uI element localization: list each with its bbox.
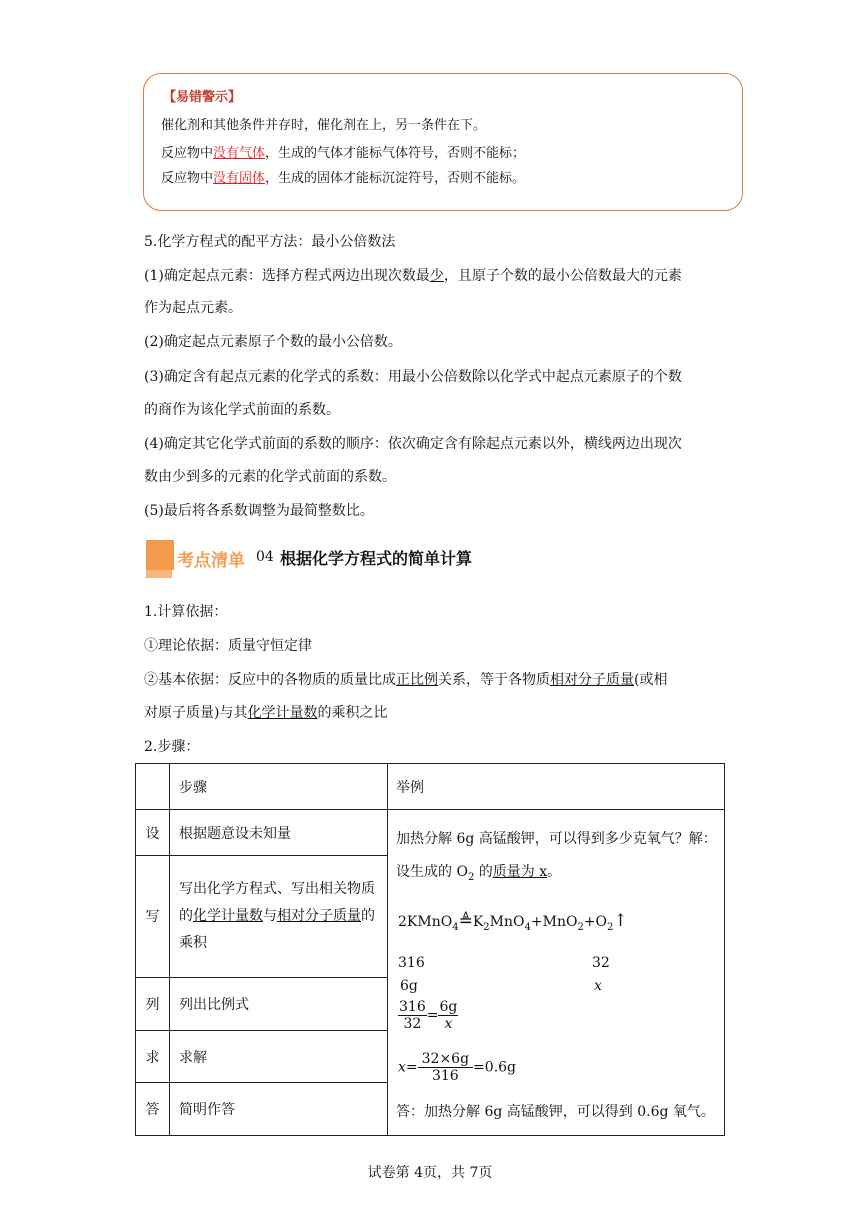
row-text: 求解 bbox=[170, 1031, 388, 1083]
basic-basis-cont-pre: 对原子质量)与其 bbox=[144, 705, 248, 721]
proportion-right-num: 6g bbox=[439, 999, 458, 1015]
example-assumption-mark: 质量为 x bbox=[492, 864, 548, 880]
row-text-post: 的乘积 bbox=[179, 907, 375, 951]
section-number: 04 bbox=[256, 549, 274, 565]
row-key: 列 bbox=[136, 977, 170, 1030]
balancing-step-1-post: ，且原子个数的最小公倍数最大的元素 bbox=[443, 268, 682, 284]
section-marker bbox=[146, 540, 174, 570]
example-cell bbox=[388, 810, 725, 1136]
solution-pre: x= bbox=[398, 1059, 418, 1076]
warning-line-3 bbox=[161, 167, 525, 186]
warning-line-2-pre: 反应物中 bbox=[161, 146, 214, 161]
solution-den: 316 bbox=[431, 1068, 459, 1084]
warning-line-3-pre: 反应物中 bbox=[161, 171, 214, 186]
basic-basis-cont-post: 的乘积之比 bbox=[317, 705, 388, 721]
basic-basis-mid: 关系，等于各物质 bbox=[438, 672, 550, 688]
steps-table bbox=[135, 763, 725, 1136]
proportion-left-den: 32 bbox=[403, 1016, 422, 1032]
example-assumption-post: 。 bbox=[547, 864, 562, 880]
row-text: 简明作答 bbox=[170, 1083, 388, 1136]
eq-product-1-sub: 2 bbox=[483, 921, 490, 933]
basic-basis-cont bbox=[144, 703, 387, 723]
section-marker-tail bbox=[146, 570, 172, 578]
mass-ratio-2: 32 bbox=[592, 955, 610, 971]
warning-line-2-mark: 没有气体 bbox=[213, 146, 266, 161]
example-question: 加热分解 6g 高锰酸钾，可以得到多少克氧气？解： bbox=[396, 831, 717, 847]
row-key: 写 bbox=[136, 856, 170, 977]
eq-reactant: 2KMnO bbox=[398, 914, 453, 930]
example-assumption-sub: 2 bbox=[467, 871, 475, 883]
balancing-step-1-mark: 少 bbox=[429, 268, 444, 284]
basis-heading: 1.计算依据： bbox=[144, 604, 228, 620]
table-row bbox=[136, 810, 725, 856]
warning-line-3-post: ，生成的固体才能标沉淀符号，否则不能标。 bbox=[265, 171, 526, 186]
row-text: 列出比例式 bbox=[170, 977, 388, 1030]
given-mass: 6g bbox=[400, 978, 418, 994]
table-header-row bbox=[136, 764, 725, 810]
proportion bbox=[398, 999, 458, 1032]
warning-line-1: 催化剂和其他条件并存时，催化剂在上，另一条件在下。 bbox=[161, 118, 487, 133]
warning-line-3-mark: 没有固体 bbox=[213, 171, 266, 186]
eq-product-2-sub: 2 bbox=[577, 921, 584, 933]
basic-basis-cont-mark: 化学计量数 bbox=[247, 705, 318, 721]
balancing-heading: 5.化学方程式的配平方法：最小公倍数法 bbox=[144, 234, 396, 250]
row-text-pre: 写出化学方程式、写出相关物质的 bbox=[179, 880, 375, 924]
solution-post: =0.6g bbox=[473, 1059, 517, 1076]
basic-basis-mark-2: 相对分子质量 bbox=[550, 672, 634, 688]
table-header-example: 举例 bbox=[388, 764, 725, 810]
balancing-step-5: (5)最后将各系数调整为最简整数比。 bbox=[144, 503, 374, 519]
theory-basis: ①理论依据：质量守恒定律 bbox=[144, 638, 312, 654]
proportion-left bbox=[398, 999, 427, 1032]
example-assumption-pre: 设生成的 O bbox=[396, 864, 468, 880]
eq-product-3: +O bbox=[583, 914, 608, 930]
row-key: 答 bbox=[136, 1083, 170, 1136]
row-text-mark-2: 相对分子质量 bbox=[277, 907, 361, 924]
proportion-equals: = bbox=[426, 1007, 439, 1024]
example-content bbox=[396, 811, 723, 1134]
row-text: 根据题意设未知量 bbox=[170, 810, 388, 856]
row-key: 设 bbox=[136, 810, 170, 856]
proportion-right-den: x bbox=[444, 1016, 453, 1032]
section-title: 根据化学方程式的简单计算 bbox=[280, 549, 473, 568]
section-tag: 考点清单 bbox=[177, 551, 245, 571]
balancing-step-1-cont: 作为起点元素。 bbox=[144, 300, 242, 316]
proportion-left-num: 316 bbox=[399, 999, 426, 1015]
balancing-step-1-pre: (1)确定起点元素：选择方程式两边出现次数最 bbox=[144, 268, 430, 284]
row-text-mid: 与 bbox=[263, 907, 277, 924]
example-answer: 答：加热分解 6g 高锰酸钾，可以得到 0.6g 氧气。 bbox=[396, 1104, 715, 1120]
basic-basis-mark-1: 正比例 bbox=[396, 672, 438, 688]
row-text bbox=[170, 856, 388, 977]
balancing-step-4-cont: 数由少到多的元素的化学式前面的系数。 bbox=[144, 469, 396, 485]
balancing-step-3: (3)确定含有起点元素的化学式的系数：用最小公倍数除以化学式中起点元素原子的个数 bbox=[144, 369, 682, 385]
basic-basis bbox=[144, 670, 667, 690]
table-header-step: 步骤 bbox=[170, 764, 388, 810]
page-footer: 试卷第 4页，共 7页 bbox=[367, 1165, 493, 1181]
balancing-step-1 bbox=[144, 266, 682, 286]
balancing-step-4: (4)确定其它化学式前面的系数的顺序：依次确定含有除起点元素以外，横线两边出现次 bbox=[144, 436, 682, 452]
gas-up-arrow-icon: ↑ bbox=[613, 911, 628, 931]
mass-ratio-1: 316 bbox=[398, 955, 425, 971]
example-assumption-mid: 的 bbox=[474, 864, 493, 880]
eq-product-1b-sub: 4 bbox=[524, 921, 531, 933]
basic-basis-pre: ②基本依据：反应中的各物质的质量比成 bbox=[144, 672, 396, 688]
solution-num: 32×6g bbox=[418, 1051, 473, 1068]
eq-product-3-sub: 2 bbox=[607, 921, 614, 933]
warning-line-2-post: ，生成的气体才能标气体符号，否则不能标； bbox=[265, 146, 526, 161]
eq-product-1: K bbox=[472, 914, 484, 930]
balancing-step-3-cont: 的商作为该化学式前面的系数。 bbox=[144, 402, 340, 418]
table-header-blank bbox=[136, 764, 170, 810]
steps-heading: 2.步骤： bbox=[144, 739, 200, 755]
eq-product-1b: MnO bbox=[489, 914, 525, 930]
chemical-equation bbox=[398, 911, 628, 933]
example-assumption bbox=[396, 861, 561, 883]
solution bbox=[398, 1051, 516, 1084]
row-text-mark-1: 化学计量数 bbox=[193, 907, 263, 924]
balancing-step-2: (2)确定起点元素原子个数的最小公倍数。 bbox=[144, 334, 402, 350]
basic-basis-post: (或相 bbox=[634, 672, 668, 688]
unknown-mass: x bbox=[594, 978, 602, 994]
solution-fraction bbox=[418, 1051, 473, 1084]
warning-title: 【易错警示】 bbox=[163, 90, 242, 105]
eq-reactant-sub: 4 bbox=[452, 921, 459, 933]
proportion-right bbox=[438, 999, 458, 1032]
eq-product-2: +MnO bbox=[530, 914, 578, 930]
row-key: 求 bbox=[136, 1031, 170, 1083]
warning-line-2 bbox=[161, 142, 525, 161]
heat-sign-icon: ≜ bbox=[458, 911, 473, 931]
